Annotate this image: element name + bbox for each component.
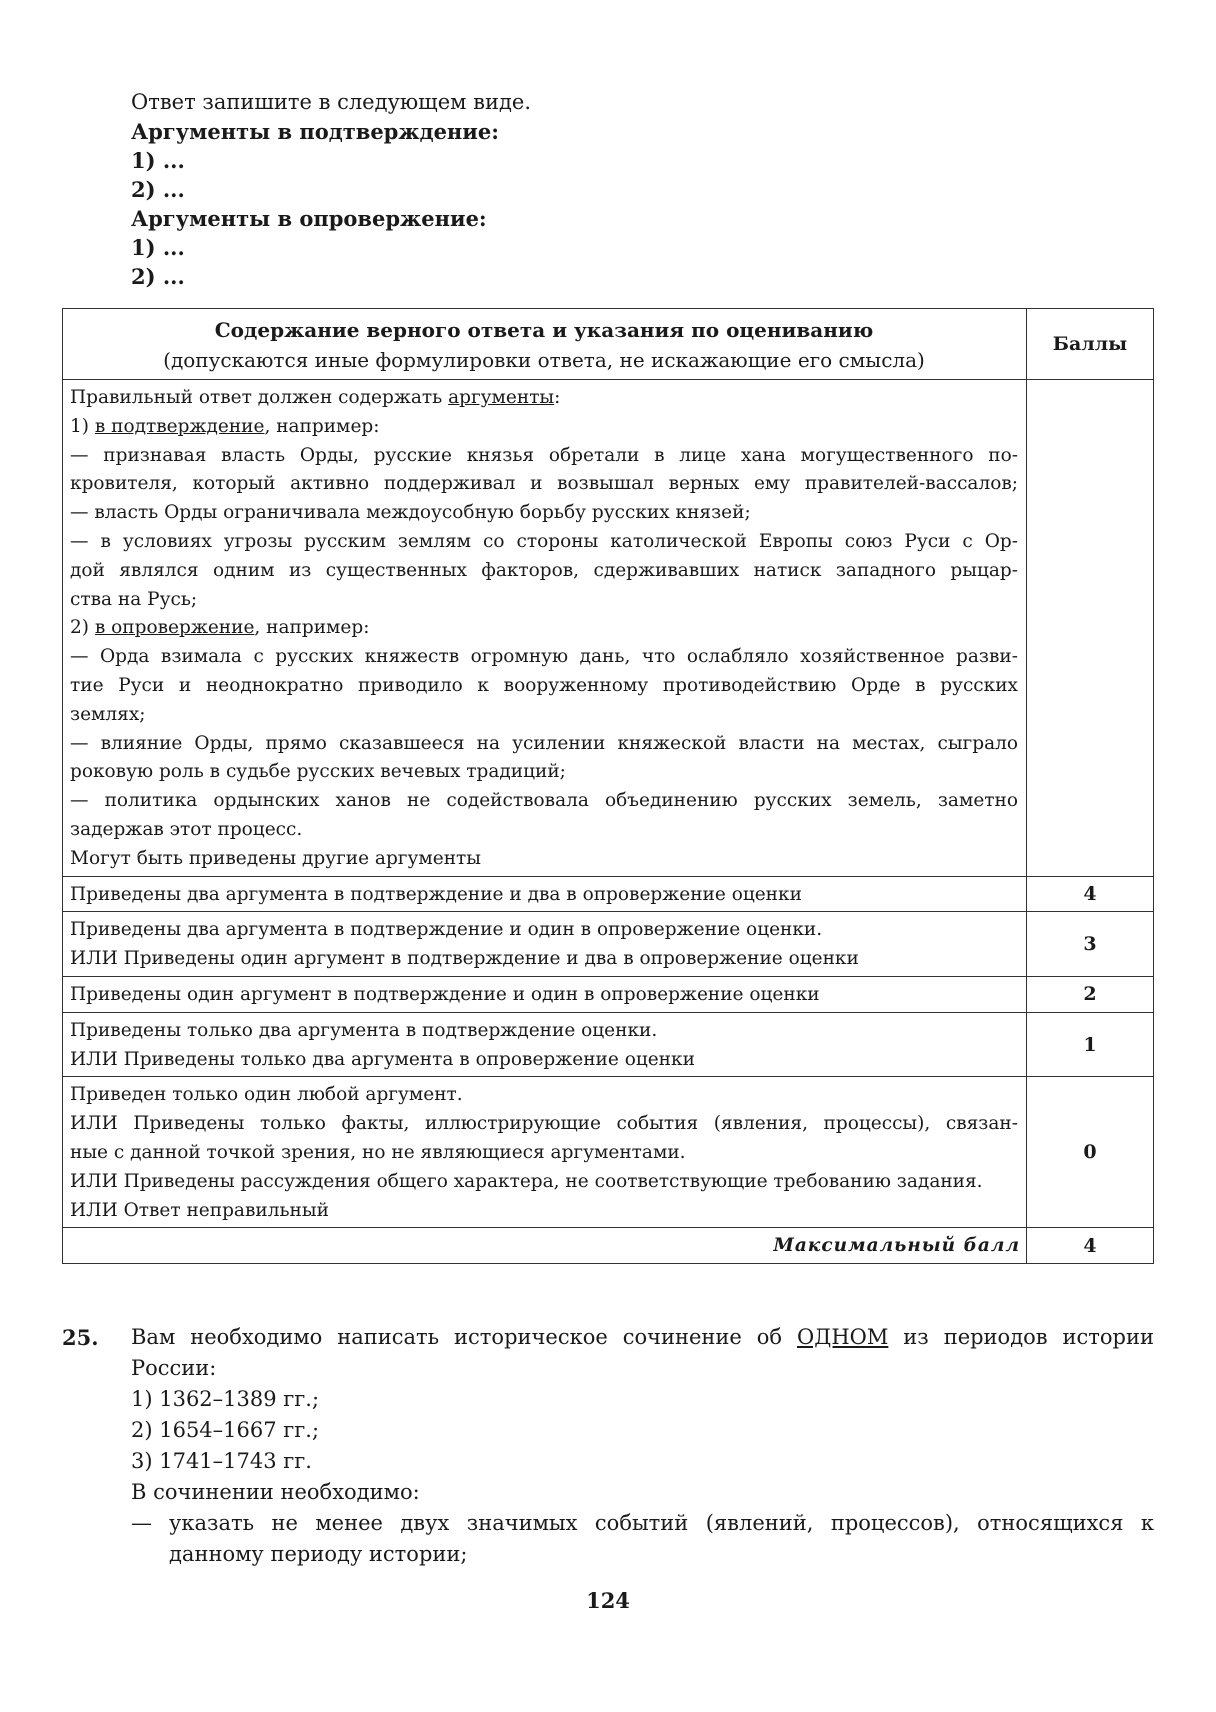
table-header-row (63, 309, 1154, 380)
refute-item-1: 1) ... (131, 235, 185, 260)
header-title: Содержание верного ответа и указания по оцениванию (214, 318, 874, 342)
refute-line: — политика ордынских ханов не содействовала объединению русских земель, заметно (70, 790, 1018, 812)
score-points: 4 (1027, 876, 1154, 912)
answer-points-empty (1027, 380, 1154, 877)
score-row (63, 976, 1154, 1012)
refute-line: — влияние Орды, прямо сказавшееся на усилении княжеской власти на местах, сыграло (70, 732, 1018, 754)
confirm-heading: Аргументы в подтверждение: (131, 119, 499, 144)
refute-item-2: 2) ... (131, 264, 185, 289)
score-row (63, 912, 1154, 977)
task-prompt: Вам необходимо написать историческое сочинение об ОДНОМ из периодов истории России: (131, 1325, 1154, 1380)
intro-line: Ответ запишите в следующем виде. (131, 90, 531, 114)
period-item: 2) 1654–1667 гг.; (131, 1418, 320, 1442)
score-row (63, 1077, 1154, 1228)
criteria-line: ИЛИ Приведены один аргумент в подтверждение и два в опровержение оценки (70, 948, 859, 970)
score-criteria (63, 1077, 1027, 1228)
answer-content-row (63, 380, 1154, 877)
score-criteria (63, 1012, 1027, 1077)
confirm-label: 1) в подтверждение, например: (70, 415, 380, 437)
criteria-line: Приведены два аргумента в подтверждение и один в опровержение оценки. (70, 919, 823, 941)
header-content-cell (63, 309, 1027, 380)
max-score-points: 4 (1027, 1228, 1154, 1264)
answer-format-block (131, 88, 531, 291)
answer-intro: Правильный ответ должен содержать аргументы: (70, 387, 561, 408)
requirement-heading: В сочинении необходимо: (131, 1480, 420, 1504)
refute-line: роковую роль в судьбе русских вечевых традиций; (70, 761, 566, 783)
score-points: 0 (1027, 1077, 1154, 1228)
page-number: 124 (586, 1588, 630, 1613)
score-criteria (63, 912, 1027, 977)
criteria-line: ные с данной точкой зрения, но не являющиеся аргументами. (70, 1141, 686, 1163)
refute-line: — Орда взимала с русских княжеств огромную дань, что ослабляло хозяйственное разви- (70, 646, 1018, 668)
confirm-line: — признавая власть Орды, русские князья обретали в лице хана могущественного по- (70, 444, 1018, 466)
refute-label: 2) в опровержение, например: (70, 617, 370, 639)
task-body (131, 1322, 1154, 1570)
score-criteria (63, 876, 1027, 912)
confirm-line: ства на Русь; (70, 588, 198, 610)
requirement-text: указать не менее двух значимых событий (явлений, процессов), относящихся к данному периоду истории; (169, 1511, 1154, 1566)
max-score-label: Максимальный балл (63, 1228, 1027, 1264)
criteria-line: Приведены два аргумента в подтверждение и два в опровержение оценки (70, 883, 802, 905)
score-points: 1 (1027, 1012, 1154, 1077)
refute-line: тие Руси и неоднократно приводило к вооруженному противодействию Орде в русских (70, 674, 1018, 696)
score-row (63, 876, 1154, 912)
score-points: 2 (1027, 976, 1154, 1012)
refute-line: задержав этот процесс. (70, 818, 303, 840)
confirm-line: дой являлся одним из существенных факторов, сдерживавших натиск западного рыцар- (70, 559, 1018, 581)
score-points: 3 (1027, 912, 1154, 977)
answer-content-cell (63, 380, 1027, 877)
criteria-line: Приведены только два аргумента в подтверждение оценки. (70, 1019, 658, 1041)
confirm-line: — власть Орды ограничивала междоусобную борьбу русских князей; (70, 502, 751, 524)
period-item: 3) 1741–1743 гг. (131, 1449, 312, 1473)
requirement-item (131, 1508, 1154, 1570)
confirm-line: кровителя, который активно поддерживал и возвышал верных ему правителей-вассалов; (70, 473, 1018, 495)
criteria-line: ИЛИ Приведены только факты, иллюстрирующие события (явления, процессы), связан- (70, 1113, 1018, 1135)
dash-marker: — (131, 1511, 152, 1535)
header-points: Баллы (1027, 309, 1154, 380)
confirm-item-1: 1) ... (131, 148, 185, 173)
criteria-line: ИЛИ Приведены только два аргумента в опровержение оценки (70, 1048, 695, 1070)
refute-line: землях; (70, 703, 146, 725)
task-25 (62, 1322, 1154, 1570)
criteria-line: ИЛИ Приведены рассуждения общего характера, не соответствующие требованию задания. (70, 1170, 983, 1192)
criteria-line: Приведен только один любой аргумент. (70, 1084, 463, 1106)
criteria-line: Приведены один аргумент в подтверждение и один в опровержение оценки (70, 983, 820, 1005)
score-criteria (63, 976, 1027, 1012)
score-row (63, 1012, 1154, 1077)
confirm-item-2: 2) ... (131, 177, 185, 202)
criteria-line: ИЛИ Ответ неправильный (70, 1199, 329, 1221)
confirm-line: — в условиях угрозы русским землям со стороны католической Европы союз Руси с Ор- (70, 530, 1018, 552)
grading-table (62, 308, 1154, 1264)
header-subtitle: (допускаются иные формулировки ответа, не искажающие его смысла) (163, 348, 925, 372)
max-score-row (63, 1228, 1154, 1264)
period-item: 1) 1362–1389 гг.; (131, 1387, 320, 1411)
task-number: 25. (62, 1325, 99, 1350)
answer-closing: Могут быть приведены другие аргументы (70, 847, 482, 869)
refute-heading: Аргументы в опровержение: (131, 206, 487, 231)
